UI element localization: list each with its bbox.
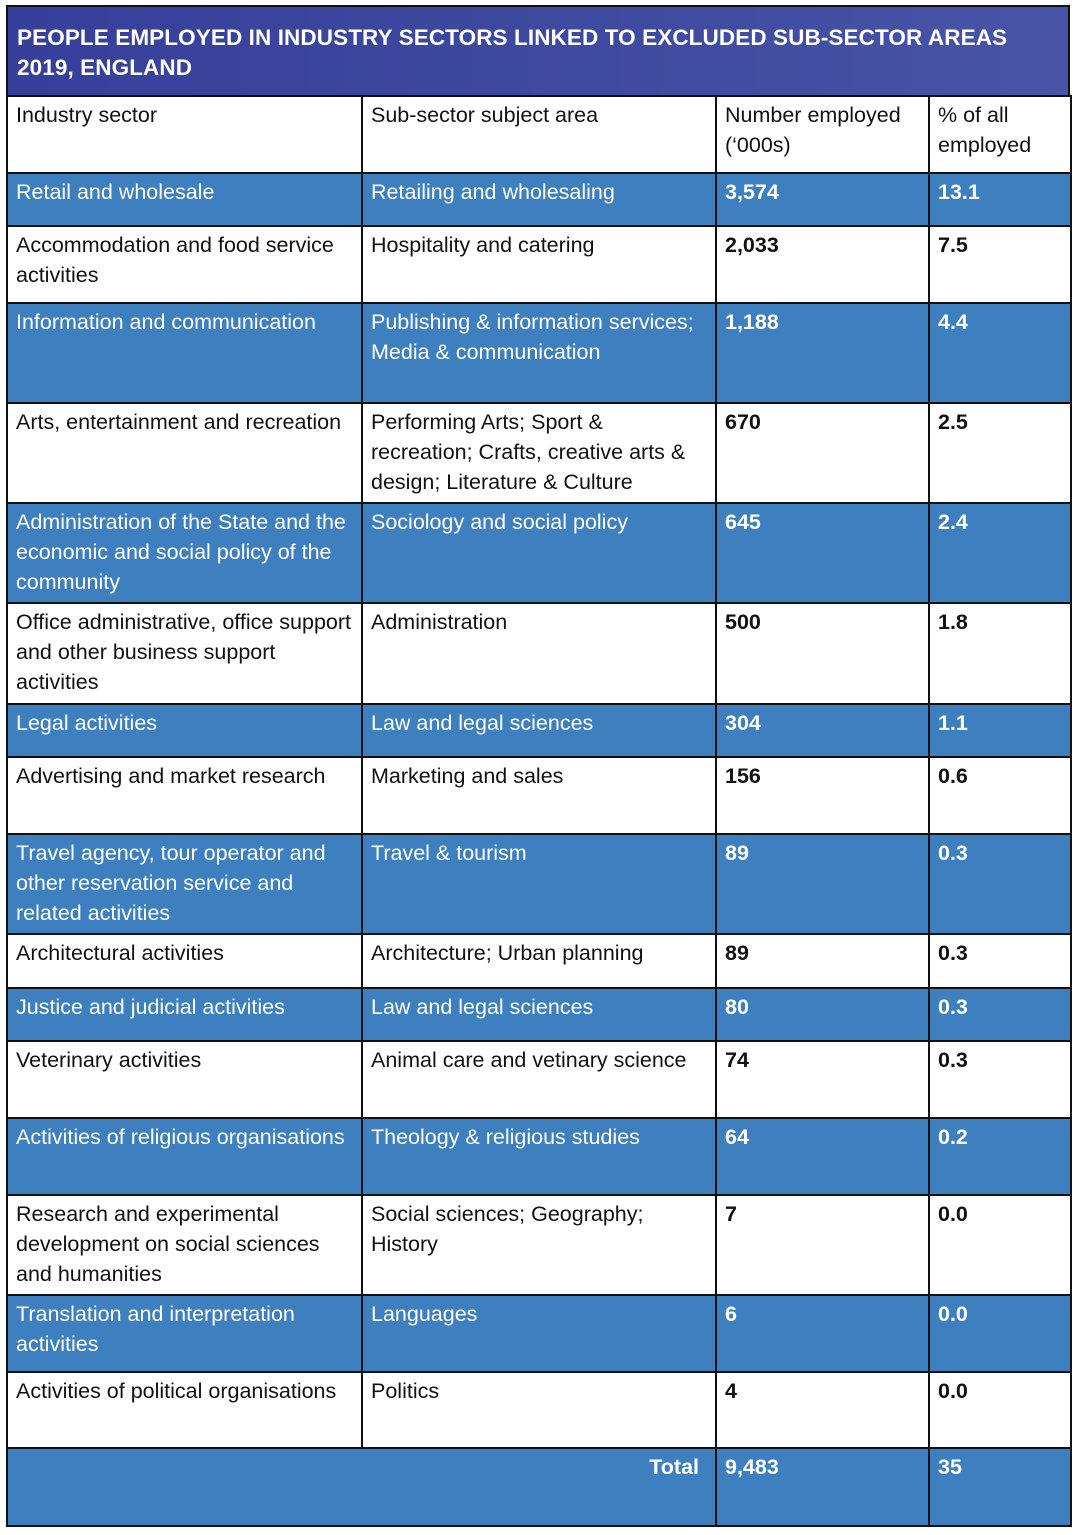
cell-percent: 13.1: [929, 173, 1071, 226]
cell-number: 80: [716, 988, 929, 1041]
cell-number: 500: [716, 603, 929, 704]
cell-subject: Politics: [362, 1372, 716, 1448]
cell-sector: Research and experimental development on social sciences and humanities: [7, 1195, 362, 1295]
table-row: [7, 834, 1071, 934]
cell-sector: Administration of the State and the economic and social policy of the community: [7, 503, 362, 603]
cell-subject: Administration: [362, 603, 716, 704]
total-number: 9,483: [716, 1448, 929, 1526]
cell-sector: Retail and wholesale: [7, 173, 362, 226]
table-row: [7, 757, 1071, 834]
table-row: [7, 173, 1071, 226]
cell-percent: 7.5: [929, 226, 1071, 303]
header-number-employed: Number employed (‘000s): [716, 96, 929, 173]
cell-subject: Sociology and social policy: [362, 503, 716, 603]
cell-percent: 0.0: [929, 1372, 1071, 1448]
cell-subject: Performing Arts; Sport & recreation; Crafts, creative arts & design; Literature & Culture: [362, 403, 716, 503]
table-row: [7, 1118, 1071, 1195]
cell-subject: Law and legal sciences: [362, 704, 716, 757]
cell-subject: Marketing and sales: [362, 757, 716, 834]
cell-percent: 2.4: [929, 503, 1071, 603]
cell-number: 74: [716, 1041, 929, 1118]
table-row: [7, 988, 1071, 1041]
cell-percent: 0.3: [929, 934, 1071, 988]
table-row: [7, 1295, 1071, 1372]
cell-sector: Advertising and market research: [7, 757, 362, 834]
cell-sector: Activities of religious organisations: [7, 1118, 362, 1195]
cell-subject: Social sciences; Geography; History: [362, 1195, 716, 1295]
cell-percent: 0.6: [929, 757, 1071, 834]
header-industry-sector: Industry sector: [7, 96, 362, 173]
cell-percent: 0.0: [929, 1295, 1071, 1372]
cell-sector: Architectural activities: [7, 934, 362, 988]
cell-sector: Accommodation and food service activities: [7, 226, 362, 303]
cell-sector: Justice and judicial activities: [7, 988, 362, 1041]
cell-percent: 1.1: [929, 704, 1071, 757]
cell-sector: Information and communication: [7, 303, 362, 403]
cell-number: 64: [716, 1118, 929, 1195]
cell-percent: 2.5: [929, 403, 1071, 503]
cell-sector: Travel agency, tour operator and other reservation service and related activities: [7, 834, 362, 934]
cell-subject: Animal care and vetinary science: [362, 1041, 716, 1118]
cell-number: 670: [716, 403, 929, 503]
header-row: [7, 96, 1071, 173]
cell-number: 304: [716, 704, 929, 757]
cell-number: 7: [716, 1195, 929, 1295]
total-label: Total: [7, 1448, 716, 1526]
cell-number: 645: [716, 503, 929, 603]
cell-sector: Legal activities: [7, 704, 362, 757]
cell-number: 156: [716, 757, 929, 834]
cell-sector: Arts, entertainment and recreation: [7, 403, 362, 503]
cell-number: 89: [716, 934, 929, 988]
cell-sector: Activities of political organisations: [7, 1372, 362, 1448]
header-sub-sector: Sub-sector subject area: [362, 96, 716, 173]
table-row: [7, 503, 1071, 603]
cell-percent: 0.3: [929, 988, 1071, 1041]
table-row: [7, 1195, 1071, 1295]
table-row: [7, 934, 1071, 988]
cell-percent: 0.0: [929, 1195, 1071, 1295]
cell-sector: Office administrative, office support and other business support activities: [7, 603, 362, 704]
cell-subject: Retailing and wholesaling: [362, 173, 716, 226]
cell-percent: 1.8: [929, 603, 1071, 704]
table-row: [7, 1041, 1071, 1118]
cell-sector: Translation and interpretation activities: [7, 1295, 362, 1372]
cell-percent: 0.2: [929, 1118, 1071, 1195]
cell-subject: Architecture; Urban planning: [362, 934, 716, 988]
cell-number: 4: [716, 1372, 929, 1448]
cell-number: 6: [716, 1295, 929, 1372]
cell-number: 3,574: [716, 173, 929, 226]
cell-subject: Theology & religious studies: [362, 1118, 716, 1195]
employment-table: [6, 95, 1072, 1527]
employment-table-figure: [6, 5, 1070, 1527]
cell-number: 89: [716, 834, 929, 934]
table-row: [7, 603, 1071, 704]
total-percent: 35: [929, 1448, 1071, 1526]
cell-number: 2,033: [716, 226, 929, 303]
table-row: [7, 303, 1071, 403]
cell-subject: Law and legal sciences: [362, 988, 716, 1041]
cell-subject: Languages: [362, 1295, 716, 1372]
table-row: [7, 403, 1071, 503]
cell-subject: Travel & tourism: [362, 834, 716, 934]
table-row: [7, 704, 1071, 757]
cell-number: 1,188: [716, 303, 929, 403]
cell-sector: Veterinary activities: [7, 1041, 362, 1118]
header-percent-employed: % of all employed: [929, 96, 1071, 173]
cell-percent: 0.3: [929, 1041, 1071, 1118]
cell-subject: Publishing & information services; Media & communication: [362, 303, 716, 403]
table-title: PEOPLE EMPLOYED IN INDUSTRY SECTORS LINKED TO EXCLUDED SUB-SECTOR AREAS 2019, ENGLAND: [6, 5, 1070, 95]
table-row: [7, 226, 1071, 303]
cell-percent: 4.4: [929, 303, 1071, 403]
cell-subject: Hospitality and catering: [362, 226, 716, 303]
table-row: [7, 1372, 1071, 1448]
cell-percent: 0.3: [929, 834, 1071, 934]
total-row: [7, 1448, 1071, 1526]
